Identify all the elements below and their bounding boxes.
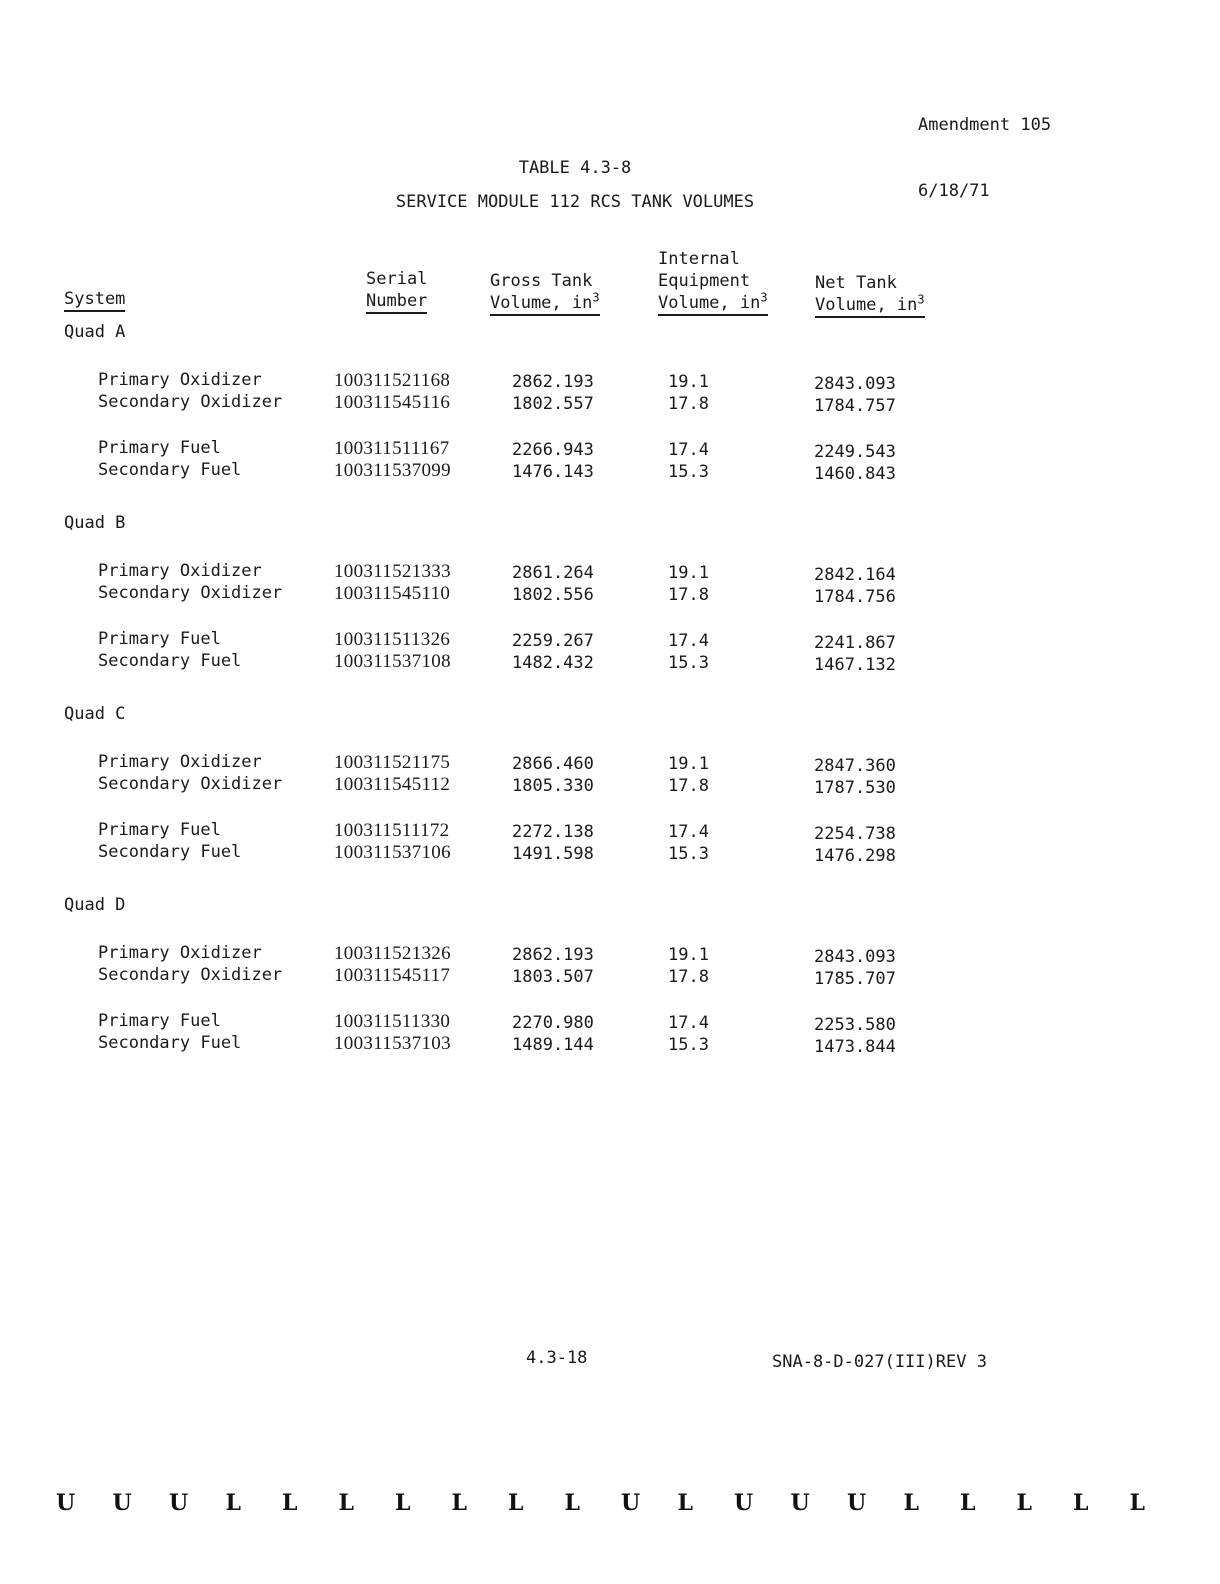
col-header-net [815,272,925,318]
gross-volume-cell: 2861.264 [512,563,594,583]
document-id: SNA-8-D-027(III)REV 3 [772,1352,987,1372]
gross-volume-cell: 1476.143 [512,462,594,482]
edge-mark: L [338,1490,354,1516]
quad-label: Quad B [64,513,126,533]
equipment-volume-cell: 19.1 [668,754,709,774]
net-volume-cell: 1467.132 [814,655,896,675]
exponent: 3 [760,290,768,305]
serial-number-cell: 100311521326 [334,943,451,964]
col-header-gross-line2: Volume, $in^3$ [490,292,600,316]
table-row [64,460,964,484]
col-header-serial-line1: Serial [366,269,428,289]
net-volume-cell: 1460.843 [814,464,896,484]
edge-mark: L [282,1490,298,1516]
edge-mark: U [169,1490,189,1516]
serial-number-cell: 100311521168 [334,370,451,391]
col-header-equip [658,248,768,316]
gross-volume-cell: 1489.144 [512,1035,594,1055]
equipment-volume-cell: 17.8 [668,967,709,987]
edge-mark: L [225,1490,241,1516]
edge-mark: U [847,1490,867,1516]
edge-mark: L [564,1490,580,1516]
col-header-serial [366,268,427,314]
gross-volume-cell: 2862.193 [512,372,594,392]
system-cell: Secondary Fuel [98,460,242,480]
quad-label: Quad C [64,704,126,724]
system-cell: Secondary Oxidizer [98,965,283,985]
gross-volume-cell: 1482.432 [512,653,594,673]
serial-number-cell: 100311511326 [334,629,451,650]
net-volume-cell: 2843.093 [814,374,896,394]
amendment-date: 6/18/71 [918,181,990,201]
table-row [64,820,964,844]
edge-mark: L [1073,1490,1089,1516]
serial-number-cell: 100311545110 [334,583,451,604]
net-volume-cell: 1476.298 [814,846,896,866]
col-header-equip-line3: Volume, $in^3$ [658,292,768,316]
edge-mark: L [451,1490,467,1516]
equipment-volume-cell: 17.4 [668,631,709,651]
serial-number-cell: 100311545116 [334,392,451,413]
col-header-gross [490,270,600,316]
col-header-equip-line2: Equipment [658,271,751,291]
table-row [64,651,964,675]
table-row [64,561,964,585]
system-cell: Secondary Oxidizer [98,583,283,603]
system-cell: Primary Fuel [98,1011,221,1031]
equipment-volume-cell: 19.1 [668,945,709,965]
edge-mark: L [1129,1490,1145,1516]
equipment-volume-cell: 15.3 [668,1035,709,1055]
table-row [64,943,964,967]
serial-number-cell: 100311545112 [334,774,451,795]
net-volume-cell: 1785.707 [814,969,896,989]
equipment-volume-cell: 15.3 [668,844,709,864]
table-row [64,1011,964,1035]
edge-mark: L [1016,1490,1032,1516]
equipment-volume-cell: 17.8 [668,394,709,414]
serial-number-cell: 100311537099 [334,460,451,481]
net-volume-cell: 2249.543 [814,442,896,462]
system-cell: Secondary Fuel [98,1033,242,1053]
net-volume-cell: 1473.844 [814,1037,896,1057]
edge-mark: L [960,1490,976,1516]
equipment-volume-cell: 17.8 [668,776,709,796]
serial-number-cell: 100311545117 [334,965,451,986]
table-row [64,438,964,462]
gross-volume-cell: 1491.598 [512,844,594,864]
col-header-net-line1: Net Tank [815,273,897,293]
system-cell: Secondary Oxidizer [98,392,283,412]
edge-mark: L [677,1490,693,1516]
edge-mark: L [903,1490,919,1516]
system-cell: Secondary Fuel [98,651,242,671]
serial-number-cell: 100311537106 [334,842,451,863]
net-volume-cell: 2842.164 [814,565,896,585]
edge-mark: U [790,1490,810,1516]
edge-mark: U [734,1490,754,1516]
net-volume-cell: 2847.360 [814,756,896,776]
edge-marks [40,1490,1180,1520]
serial-number-cell: 100311537103 [334,1033,451,1054]
equipment-volume-cell: 19.1 [668,563,709,583]
gross-volume-cell: 2270.980 [512,1013,594,1033]
edge-mark: U [112,1490,132,1516]
system-cell: Primary Fuel [98,438,221,458]
serial-number-cell: 100311511330 [334,1011,451,1032]
table-row [64,842,964,866]
gross-volume-cell: 2862.193 [512,945,594,965]
table-row [64,1033,964,1057]
exponent: 3 [592,290,600,305]
gross-volume-cell: 2266.943 [512,440,594,460]
net-volume-cell: 2843.093 [814,947,896,967]
equipment-volume-cell: 17.4 [668,822,709,842]
serial-number-cell: 100311537108 [334,651,451,672]
edge-mark: L [395,1490,411,1516]
edge-mark: U [621,1490,641,1516]
serial-number-cell: 100311521175 [334,752,451,773]
amendment-number: Amendment 105 [918,115,1052,135]
quad-label: Quad A [64,322,126,342]
quad-label: Quad D [64,895,126,915]
equipment-volume-cell: 15.3 [668,653,709,673]
system-cell: Primary Fuel [98,820,221,840]
system-cell: Primary Oxidizer [98,752,262,772]
gross-volume-cell: 1802.556 [512,585,594,605]
net-volume-cell: 1787.530 [814,778,896,798]
equipment-volume-cell: 17.8 [668,585,709,605]
net-volume-cell: 1784.756 [814,587,896,607]
serial-number-cell: 100311521333 [334,561,451,582]
col-header-system-label: System [64,288,125,312]
equipment-volume-cell: 17.4 [668,440,709,460]
equipment-volume-cell: 19.1 [668,372,709,392]
equipment-volume-cell: 17.4 [668,1013,709,1033]
serial-number-cell: 100311511167 [334,438,450,459]
net-volume-cell: 2241.867 [814,633,896,653]
exponent: 3 [917,292,925,307]
gross-volume-cell: 1803.507 [512,967,594,987]
system-cell: Primary Oxidizer [98,370,262,390]
table-row [64,370,964,394]
col-header-gross-line1: Gross Tank [490,271,593,291]
gross-volume-cell: 1802.557 [512,394,594,414]
system-cell: Primary Oxidizer [98,943,262,963]
net-volume-cell: 1784.757 [814,396,896,416]
col-header-system [64,288,125,312]
serial-number-cell: 100311511172 [334,820,450,841]
system-cell: Primary Oxidizer [98,561,262,581]
edge-mark: L [508,1490,524,1516]
gross-volume-cell: 2259.267 [512,631,594,651]
table-row [64,965,964,989]
col-header-net-line2: Volume, $in^3$ [815,294,925,318]
edge-mark: U [56,1490,76,1516]
page-number: 4.3-18 [526,1348,588,1368]
table-title: SERVICE MODULE 112 RCS TANK VOLUMES [395,192,755,212]
table-row [64,774,964,798]
system-cell: Secondary Fuel [98,842,242,862]
system-cell: Secondary Oxidizer [98,774,283,794]
table-row [64,583,964,607]
gross-volume-cell: 2866.460 [512,754,594,774]
col-header-equip-line1: Internal [658,249,740,269]
table-row [64,752,964,776]
net-volume-cell: 2253.580 [814,1015,896,1035]
table-row [64,392,964,416]
system-cell: Primary Fuel [98,629,221,649]
equipment-volume-cell: 15.3 [668,462,709,482]
net-volume-cell: 2254.738 [814,824,896,844]
gross-volume-cell: 1805.330 [512,776,594,796]
table-row [64,629,964,653]
gross-volume-cell: 2272.138 [512,822,594,842]
col-header-serial-line2: Number [366,290,427,314]
table-number: TABLE 4.3-8 [518,158,632,178]
